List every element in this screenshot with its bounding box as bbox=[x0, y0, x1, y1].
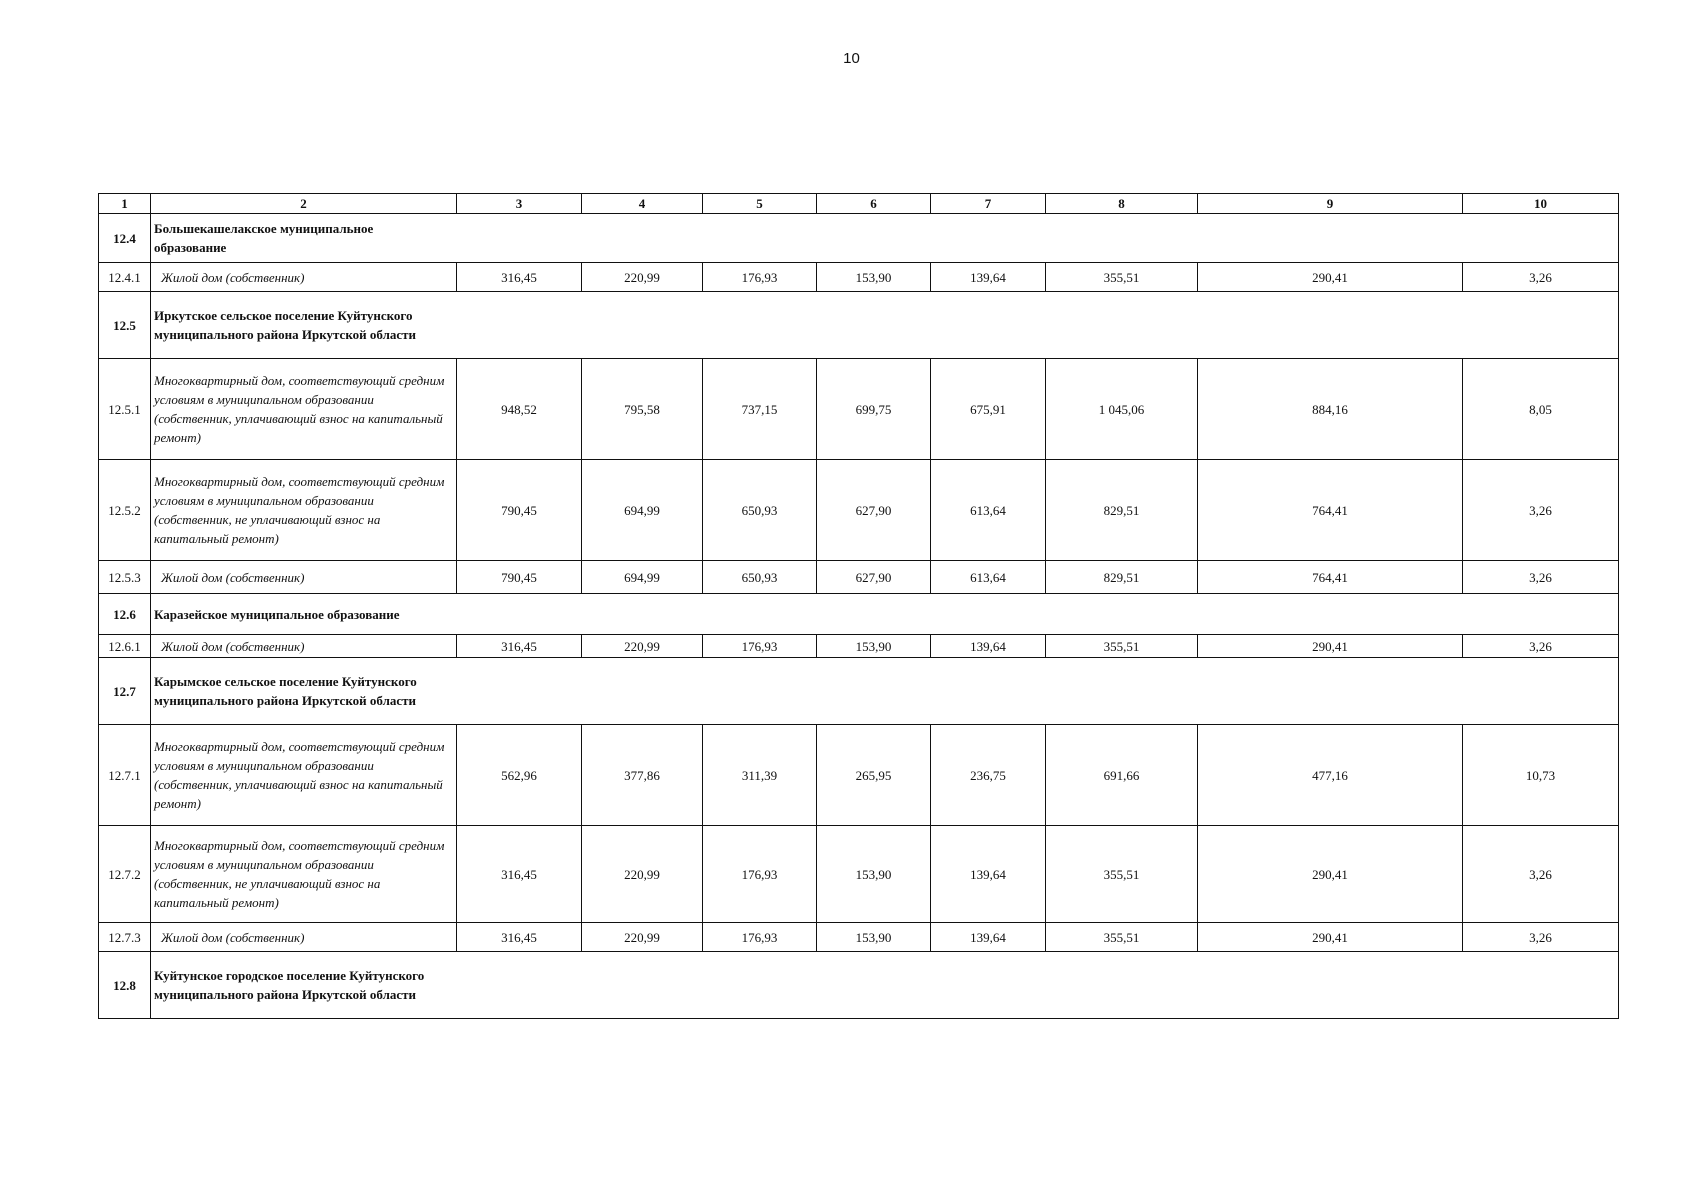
value-cell: 139,64 bbox=[931, 263, 1046, 292]
item-description: Многоквартирный дом, соответствующий средним условиям в муниципальном образовании (собственник, уплачивающий взнос на капитальный ремонт) bbox=[151, 359, 457, 460]
section-title bbox=[151, 952, 1619, 1019]
value-cell: 290,41 bbox=[1198, 635, 1463, 658]
table-row bbox=[99, 263, 1619, 292]
column-header: 3 bbox=[457, 194, 582, 214]
value-cell: 795,58 bbox=[582, 359, 703, 460]
value-cell: 316,45 bbox=[457, 923, 582, 952]
value-cell: 790,45 bbox=[457, 460, 582, 561]
item-code: 12.6.1 bbox=[99, 635, 151, 658]
value-cell: 220,99 bbox=[582, 263, 703, 292]
value-cell: 699,75 bbox=[817, 359, 931, 460]
value-cell: 8,05 bbox=[1463, 359, 1619, 460]
value-cell: 650,93 bbox=[703, 561, 817, 594]
value-cell: 10,73 bbox=[1463, 725, 1619, 826]
value-cell: 613,64 bbox=[931, 561, 1046, 594]
value-cell: 265,95 bbox=[817, 725, 931, 826]
value-cell: 694,99 bbox=[582, 561, 703, 594]
section-code: 12.7 bbox=[99, 658, 151, 725]
column-header: 1 bbox=[99, 194, 151, 214]
column-header: 6 bbox=[817, 194, 931, 214]
value-cell: 675,91 bbox=[931, 359, 1046, 460]
table-row bbox=[99, 725, 1619, 826]
value-cell: 176,93 bbox=[703, 635, 817, 658]
value-cell: 790,45 bbox=[457, 561, 582, 594]
value-cell: 176,93 bbox=[703, 826, 817, 923]
item-description: Многоквартирный дом, соответствующий средним условиям в муниципальном образовании (собственник, уплачивающий взнос на капитальный ремонт) bbox=[151, 725, 457, 826]
value-cell: 311,39 bbox=[703, 725, 817, 826]
value-cell: 139,64 bbox=[931, 826, 1046, 923]
value-cell: 3,26 bbox=[1463, 923, 1619, 952]
value-cell: 3,26 bbox=[1463, 826, 1619, 923]
item-description: Многоквартирный дом, соответствующий средним условиям в муниципальном образовании (собственник, не уплачивающий взнос на капитальный ремонт) bbox=[151, 460, 457, 561]
value-cell: 139,64 bbox=[931, 923, 1046, 952]
section-row bbox=[99, 658, 1619, 725]
value-cell: 829,51 bbox=[1046, 460, 1198, 561]
item-code: 12.5.1 bbox=[99, 359, 151, 460]
table-row bbox=[99, 826, 1619, 923]
value-cell: 477,16 bbox=[1198, 725, 1463, 826]
value-cell: 613,64 bbox=[931, 460, 1046, 561]
value-cell: 316,45 bbox=[457, 635, 582, 658]
value-cell: 377,86 bbox=[582, 725, 703, 826]
value-cell: 694,99 bbox=[582, 460, 703, 561]
value-cell: 764,41 bbox=[1198, 561, 1463, 594]
value-cell: 1 045,06 bbox=[1046, 359, 1198, 460]
section-code: 12.5 bbox=[99, 292, 151, 359]
item-description: Жилой дом (собственник) bbox=[151, 635, 457, 658]
section-row bbox=[99, 594, 1619, 635]
table-row bbox=[99, 460, 1619, 561]
header-row bbox=[99, 194, 1619, 214]
column-header: 4 bbox=[582, 194, 703, 214]
value-cell: 355,51 bbox=[1046, 263, 1198, 292]
table-row bbox=[99, 359, 1619, 460]
value-cell: 290,41 bbox=[1198, 923, 1463, 952]
item-code: 12.5.3 bbox=[99, 561, 151, 594]
value-cell: 3,26 bbox=[1463, 460, 1619, 561]
value-cell: 3,26 bbox=[1463, 263, 1619, 292]
value-cell: 764,41 bbox=[1198, 460, 1463, 561]
column-header: 9 bbox=[1198, 194, 1463, 214]
column-header: 2 bbox=[151, 194, 457, 214]
section-row bbox=[99, 952, 1619, 1019]
value-cell: 829,51 bbox=[1046, 561, 1198, 594]
page-number: 10 bbox=[843, 50, 860, 67]
section-title: Каразейское муниципальное образование bbox=[151, 594, 1619, 635]
column-header: 5 bbox=[703, 194, 817, 214]
value-cell: 236,75 bbox=[931, 725, 1046, 826]
value-cell: 627,90 bbox=[817, 460, 931, 561]
item-code: 12.7.2 bbox=[99, 826, 151, 923]
value-cell: 176,93 bbox=[703, 263, 817, 292]
value-cell: 737,15 bbox=[703, 359, 817, 460]
column-header: 7 bbox=[931, 194, 1046, 214]
item-description: Жилой дом (собственник) bbox=[151, 263, 457, 292]
column-header: 10 bbox=[1463, 194, 1619, 214]
item-code: 12.7.3 bbox=[99, 923, 151, 952]
value-cell: 153,90 bbox=[817, 263, 931, 292]
section-row bbox=[99, 292, 1619, 359]
section-row bbox=[99, 214, 1619, 263]
item-description: Жилой дом (собственник) bbox=[151, 561, 457, 594]
item-description: Многоквартирный дом, соответствующий средним условиям в муниципальном образовании (собственник, не уплачивающий взнос на капитальный ремонт) bbox=[151, 826, 457, 923]
section-code: 12.4 bbox=[99, 214, 151, 263]
section-title bbox=[151, 292, 1619, 359]
value-cell: 627,90 bbox=[817, 561, 931, 594]
item-code: 12.7.1 bbox=[99, 725, 151, 826]
value-cell: 650,93 bbox=[703, 460, 817, 561]
section-title-text: Карымское сельское поселение Куйтунского муниципального района Иркутской области bbox=[154, 674, 417, 708]
item-code: 12.4.1 bbox=[99, 263, 151, 292]
value-cell: 290,41 bbox=[1198, 263, 1463, 292]
value-cell: 139,64 bbox=[931, 635, 1046, 658]
section-title-text: Иркутское сельское поселение Куйтунского муниципального района Иркутской области bbox=[154, 308, 417, 342]
tariff-table bbox=[98, 193, 1619, 1019]
value-cell: 220,99 bbox=[582, 826, 703, 923]
value-cell: 290,41 bbox=[1198, 826, 1463, 923]
value-cell: 355,51 bbox=[1046, 826, 1198, 923]
section-title bbox=[151, 658, 1619, 725]
value-cell: 220,99 bbox=[582, 635, 703, 658]
section-code: 12.8 bbox=[99, 952, 151, 1019]
table-row bbox=[99, 635, 1619, 658]
value-cell: 3,26 bbox=[1463, 635, 1619, 658]
value-cell: 562,96 bbox=[457, 725, 582, 826]
section-code: 12.6 bbox=[99, 594, 151, 635]
value-cell: 153,90 bbox=[817, 826, 931, 923]
value-cell: 355,51 bbox=[1046, 635, 1198, 658]
section-title bbox=[151, 214, 1619, 263]
value-cell: 316,45 bbox=[457, 826, 582, 923]
item-code: 12.5.2 bbox=[99, 460, 151, 561]
item-description: Жилой дом (собственник) bbox=[151, 923, 457, 952]
value-cell: 220,99 bbox=[582, 923, 703, 952]
value-cell: 3,26 bbox=[1463, 561, 1619, 594]
value-cell: 691,66 bbox=[1046, 725, 1198, 826]
value-cell: 153,90 bbox=[817, 923, 931, 952]
value-cell: 176,93 bbox=[703, 923, 817, 952]
section-title-text: Куйтунское городское поселение Куйтунского муниципального района Иркутской области bbox=[154, 968, 425, 1002]
value-cell: 355,51 bbox=[1046, 923, 1198, 952]
value-cell: 316,45 bbox=[457, 263, 582, 292]
value-cell: 884,16 bbox=[1198, 359, 1463, 460]
table-row bbox=[99, 923, 1619, 952]
value-cell: 948,52 bbox=[457, 359, 582, 460]
value-cell: 153,90 bbox=[817, 635, 931, 658]
section-title-text: Большекашелакское муниципальное образование bbox=[154, 221, 374, 255]
column-header: 8 bbox=[1046, 194, 1198, 214]
table-row bbox=[99, 561, 1619, 594]
